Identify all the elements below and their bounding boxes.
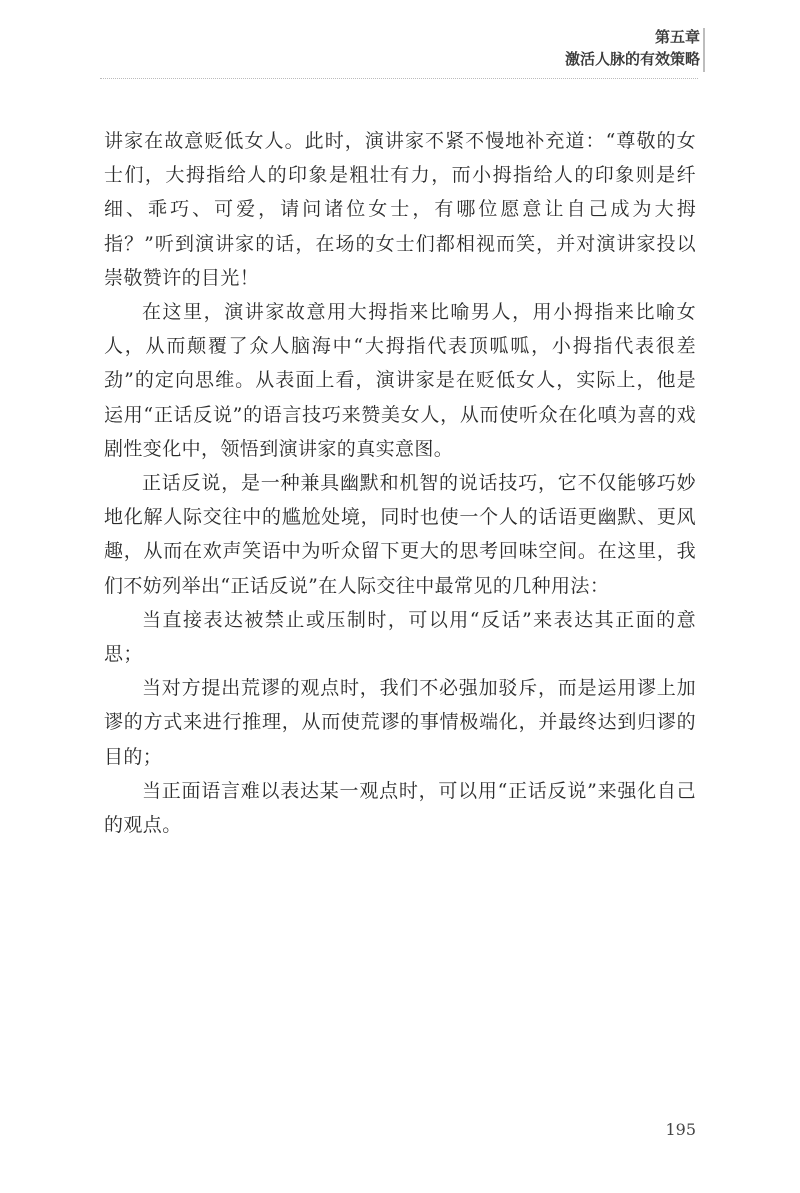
list-paragraph: 当直接表达被禁止或压制时，可以用“反话”来表达其正面的意思； xyxy=(104,608,696,666)
paragraph: 正话反说，是一种兼具幽默和机智的说话技巧，它不仅能够巧妙地化解人际交往中的尴尬处境，同时也使一个人的话语更幽默、更风趣，从而在欢声笑语中为听众留下更大的思考回味空间。在这里，我们不妨列举出“正话反说”在人际交往中最常见的几种用法： xyxy=(104,472,696,597)
page-number: 195 xyxy=(665,1120,696,1139)
body-text xyxy=(104,124,696,842)
header-dotted-rule xyxy=(100,78,698,79)
list-paragraph: 当对方提出荒谬的观点时，我们不必强加驳斥，而是运用谬上加谬的方式来进行推理，从而使荒谬的事情极端化，并最终达到归谬的目的； xyxy=(104,677,696,768)
running-header xyxy=(565,26,700,70)
list-paragraph: 当正面语言难以表达某一观点时，可以用“正话反说”来强化自己的观点。 xyxy=(104,779,696,837)
paragraph: 在这里，演讲家故意用大拇指来比喻男人，用小拇指来比喻女人，从而颠覆了众人脑海中“大拇指代表顶呱呱，小拇指代表很差劲”的定向思维。从表面上看，演讲家是在贬低女人，实际上，他是运用“正话反说”的语言技巧来赞美女人，从而使听众在化嗔为喜的戏剧性变化中，领悟到演讲家的真实意图。 xyxy=(104,301,696,460)
chapter-title: 激活人脉的有效策略 xyxy=(564,50,700,68)
paragraph-continued: 讲家在故意贬低女人。此时，演讲家不紧不慢地补充道：“尊敬的女士们，大拇指给人的印象是粗壮有力，而小拇指给人的印象则是纤细、乖巧、可爱，请问诸位女士，有哪位愿意让自己成为大拇指？”听到演讲家的话，在场的女士们都相视而笑，并对演讲家投以崇敬赞许的目光！ xyxy=(104,130,696,289)
chapter-number: 第五章 xyxy=(654,28,700,46)
header-vertical-bar xyxy=(703,28,705,72)
